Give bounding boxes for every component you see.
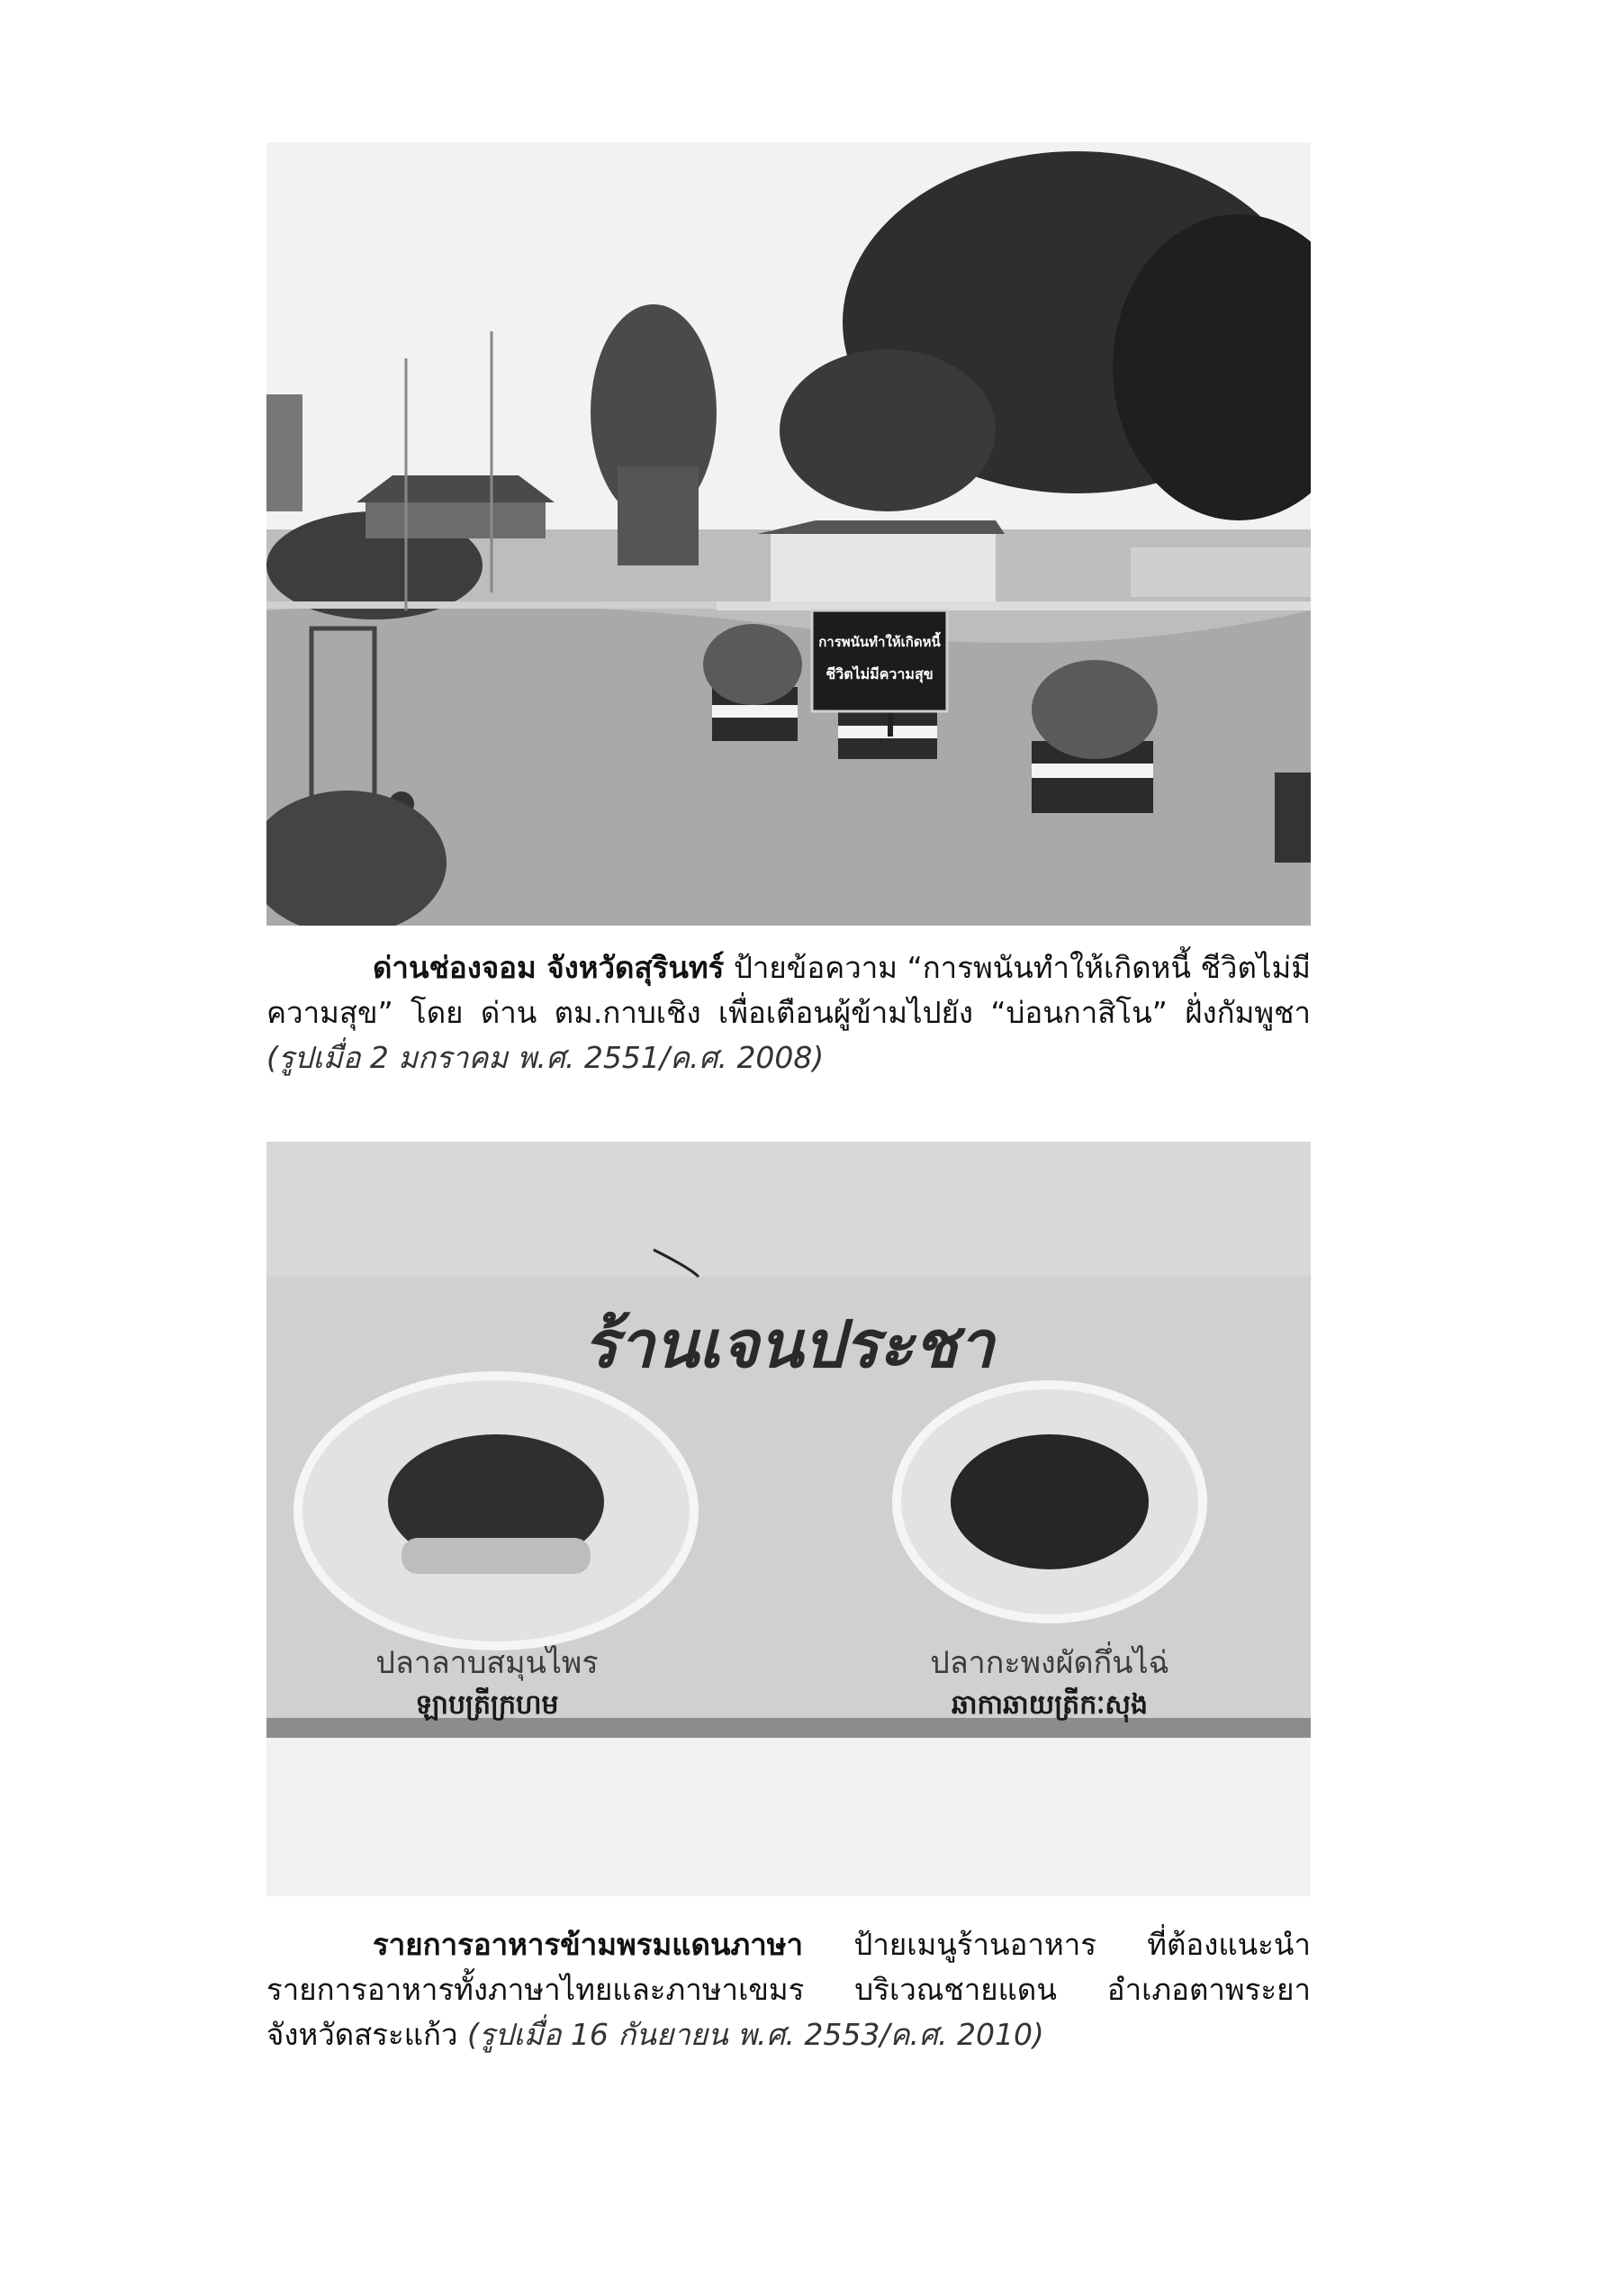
warning-sign-line-2: ชีวิตไม่มีความสุข [826, 665, 934, 682]
caption-menu-date: (รูปเมื่อ 16 กันยายน พ.ศ. 2553/ค.ศ. 2010) [467, 2017, 1044, 2052]
caption-checkpoint [266, 945, 1311, 1080]
caption-menu-title: รายการอาหารข้ามพรมแดนภาษา [373, 1927, 804, 1962]
dish-left-khmer-name: ឡាបត្រីក្រហម [415, 1689, 559, 1721]
menu-sign-scene [266, 1142, 1311, 1896]
photo-border-checkpoint [266, 142, 1311, 926]
caption-checkpoint-title: ด่านช่องจอม จังหวัดสุรินทร์ [373, 950, 725, 985]
caption-menu-sign [266, 1922, 1311, 2057]
caption-menu-text: ป้ายเมนูร้านอาหาร ที่ต้องแนะนำรายการอาหารทั้งภาษาไทยและภาษาเขมร บริเวณชายแดน อำเภอตาพระยา จังหวัดสระแก้ว [266, 1927, 1311, 2052]
checkpoint-scene [266, 142, 1311, 926]
dish-left-thai-name: ปลาลาบสมุนไพร [375, 1645, 599, 1681]
dish-right-thai-name: ปลากะพงผัดกึ่นไฉ่ [930, 1645, 1169, 1681]
sign-restaurant-name: ร้านเจนประชา [582, 1306, 995, 1382]
photo-restaurant-menu-sign [266, 1142, 1311, 1896]
warning-sign-line-1: การพนันทำให้เกิดหนี้ [818, 634, 941, 650]
caption-checkpoint-text: ป้ายข้อความ “การพนันทำให้เกิดหนี้ ชีวิตไม่มีความสุข” โดย ด่าน ตม.กาบเชิง เพื่อเตือนผู้ข้ามไปยัง “บ่อนกาสิโน” ฝั่งกัมพูชา [266, 950, 1311, 1030]
dish-right-khmer-name: ឆាកាឆាយត្រីកៈសុង [951, 1689, 1149, 1721]
caption-checkpoint-date: (รูปเมื่อ 2 มกราคม พ.ศ. 2551/ค.ศ. 2008) [266, 1040, 825, 1075]
